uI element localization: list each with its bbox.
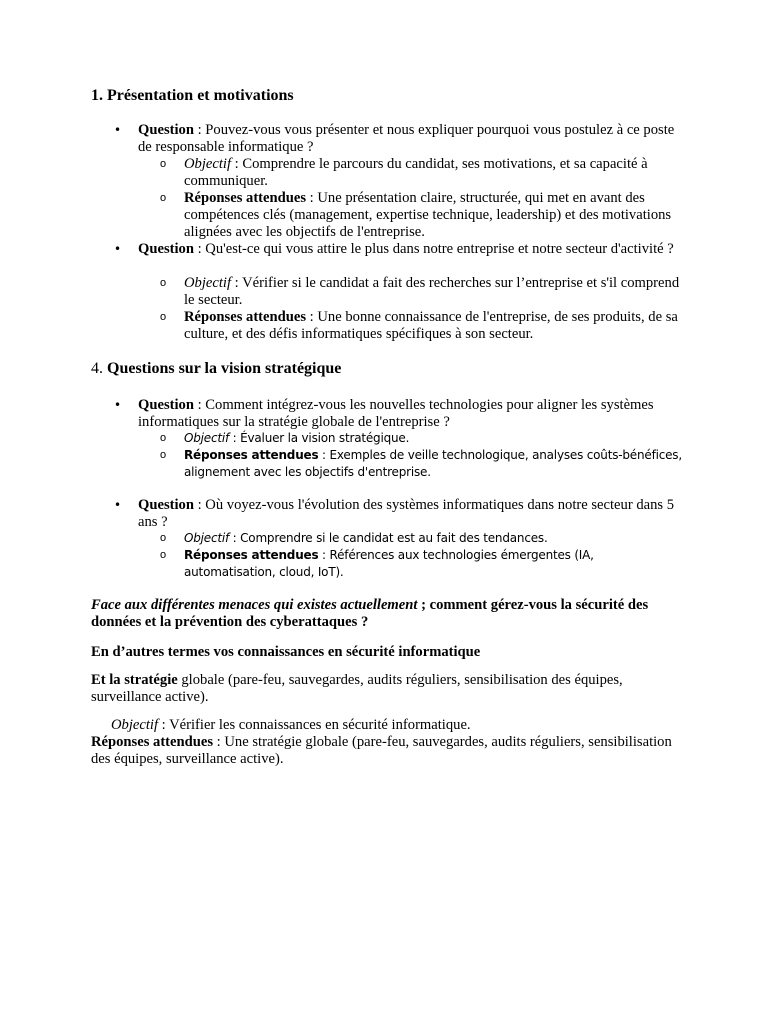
strategy-text: globale (pare-feu, sauvegardes, audits réguliers, sensibilisation des équipes, surveillance active). <box>91 672 623 705</box>
question-text: : Qu'est-ce qui vous attire le plus dans notre entreprise et notre secteur d'activité ? <box>193 241 674 257</box>
security-question <box>91 597 681 631</box>
security-other-terms <box>91 644 681 661</box>
strategy-label: Et la stratégie <box>91 672 178 688</box>
question-text: : Pouvez-vous vous présenter et nous expliquer pourquoi vous postulez à ce poste de responsable informatique ? <box>138 122 675 155</box>
question-label: Question <box>138 497 194 513</box>
security-strategy <box>91 672 681 706</box>
objective-text: : Vérifier les connaissances en sécurité informatique. <box>158 717 471 733</box>
answers-text: : Une présentation claire, structurée, qui met en avant des compétences clés (management, expertise technique, leadership) et des motivations alignées avec les objectifs de l'entreprise. <box>184 190 672 240</box>
answers-text: : Exemples de veille technologique, analyses coûts-bénéfices, alignement avec les objectifs d'entreprise. <box>184 448 682 479</box>
section-1-question-2-answers <box>184 309 684 343</box>
answers-label: Réponses attendues <box>184 309 307 325</box>
question-text: : Où voyez-vous l'évolution des systèmes informatiques dans notre secteur dans 5 ans ? <box>138 497 675 530</box>
objective-text: : Comprendre le parcours du candidat, ses motivations, et sa capacité à communiquer. <box>184 156 648 189</box>
section-4-question-1 <box>138 397 678 431</box>
section-1-title: Présentation et motivations <box>107 87 294 104</box>
section-1-question-1-answers <box>184 190 684 241</box>
question-label: Question <box>138 397 194 413</box>
section-4-question-2-answers <box>184 547 684 581</box>
section-1-question-1-objective <box>184 156 684 190</box>
section-4-title: Questions sur la vision stratégique <box>107 360 342 377</box>
security-objective-and-answers <box>91 717 681 768</box>
objective-text: : Vérifier si le candidat a fait des recherches sur l’entreprise et s'il comprend le secteur. <box>184 275 680 308</box>
objective-text: : Évaluer la vision stratégique. <box>229 431 410 445</box>
answers-text: : Une stratégie globale (pare-feu, sauvegardes, audits réguliers, sensibilisation des équipes, surveillance active). <box>91 734 672 767</box>
section-4-number: 4. <box>91 360 103 377</box>
question-text: : Comment intégrez-vous les nouvelles technologies pour aligner les systèmes informatiques sur la stratégie globale de l'entreprise ? <box>138 397 654 430</box>
answers-label: Réponses attendues <box>184 190 307 206</box>
other-terms-text: En d’autres termes vos connaissances en sécurité informatique <box>91 644 481 660</box>
objective-label: Objectif <box>184 275 232 291</box>
objective-label: Objectif <box>184 431 230 445</box>
question-label: Question <box>138 241 194 257</box>
objective-text: : Comprendre si le candidat est au fait des tendances. <box>229 531 548 545</box>
answers-label: Réponses attendues <box>91 734 214 750</box>
question-label: Question <box>138 122 194 138</box>
section-4-heading <box>91 359 341 379</box>
section-1-question-1 <box>138 122 678 156</box>
section-4-question-1-answers <box>184 447 684 481</box>
section-4-question-1-objective <box>184 430 684 447</box>
section-1-number: 1. <box>91 87 103 104</box>
answers-label: Réponses attendues <box>184 548 319 562</box>
section-1-heading <box>91 86 294 106</box>
answers-text: : Une bonne connaissance de l'entreprise, de ses produits, de sa culture, et des défis informatiques spécifiques à son secteur. <box>184 309 678 342</box>
section-1-question-2 <box>138 241 678 258</box>
objective-label: Objectif <box>184 156 232 172</box>
section-1-question-2-objective <box>184 275 684 309</box>
security-question-italic: Face aux différentes menaces qui existes actuellement <box>91 597 418 613</box>
objective-label: Objectif <box>111 717 159 733</box>
section-4-question-2-objective <box>184 530 684 547</box>
objective-label: Objectif <box>184 531 230 545</box>
security-question-rest: ; comment gérez-vous la sécurité des données et la prévention des cyberattaques ? <box>91 597 649 630</box>
answers-text: : Références aux technologies émergentes (IA, automatisation, cloud, IoT). <box>184 548 594 579</box>
answers-label: Réponses attendues <box>184 448 319 462</box>
section-4-question-2 <box>138 497 678 531</box>
